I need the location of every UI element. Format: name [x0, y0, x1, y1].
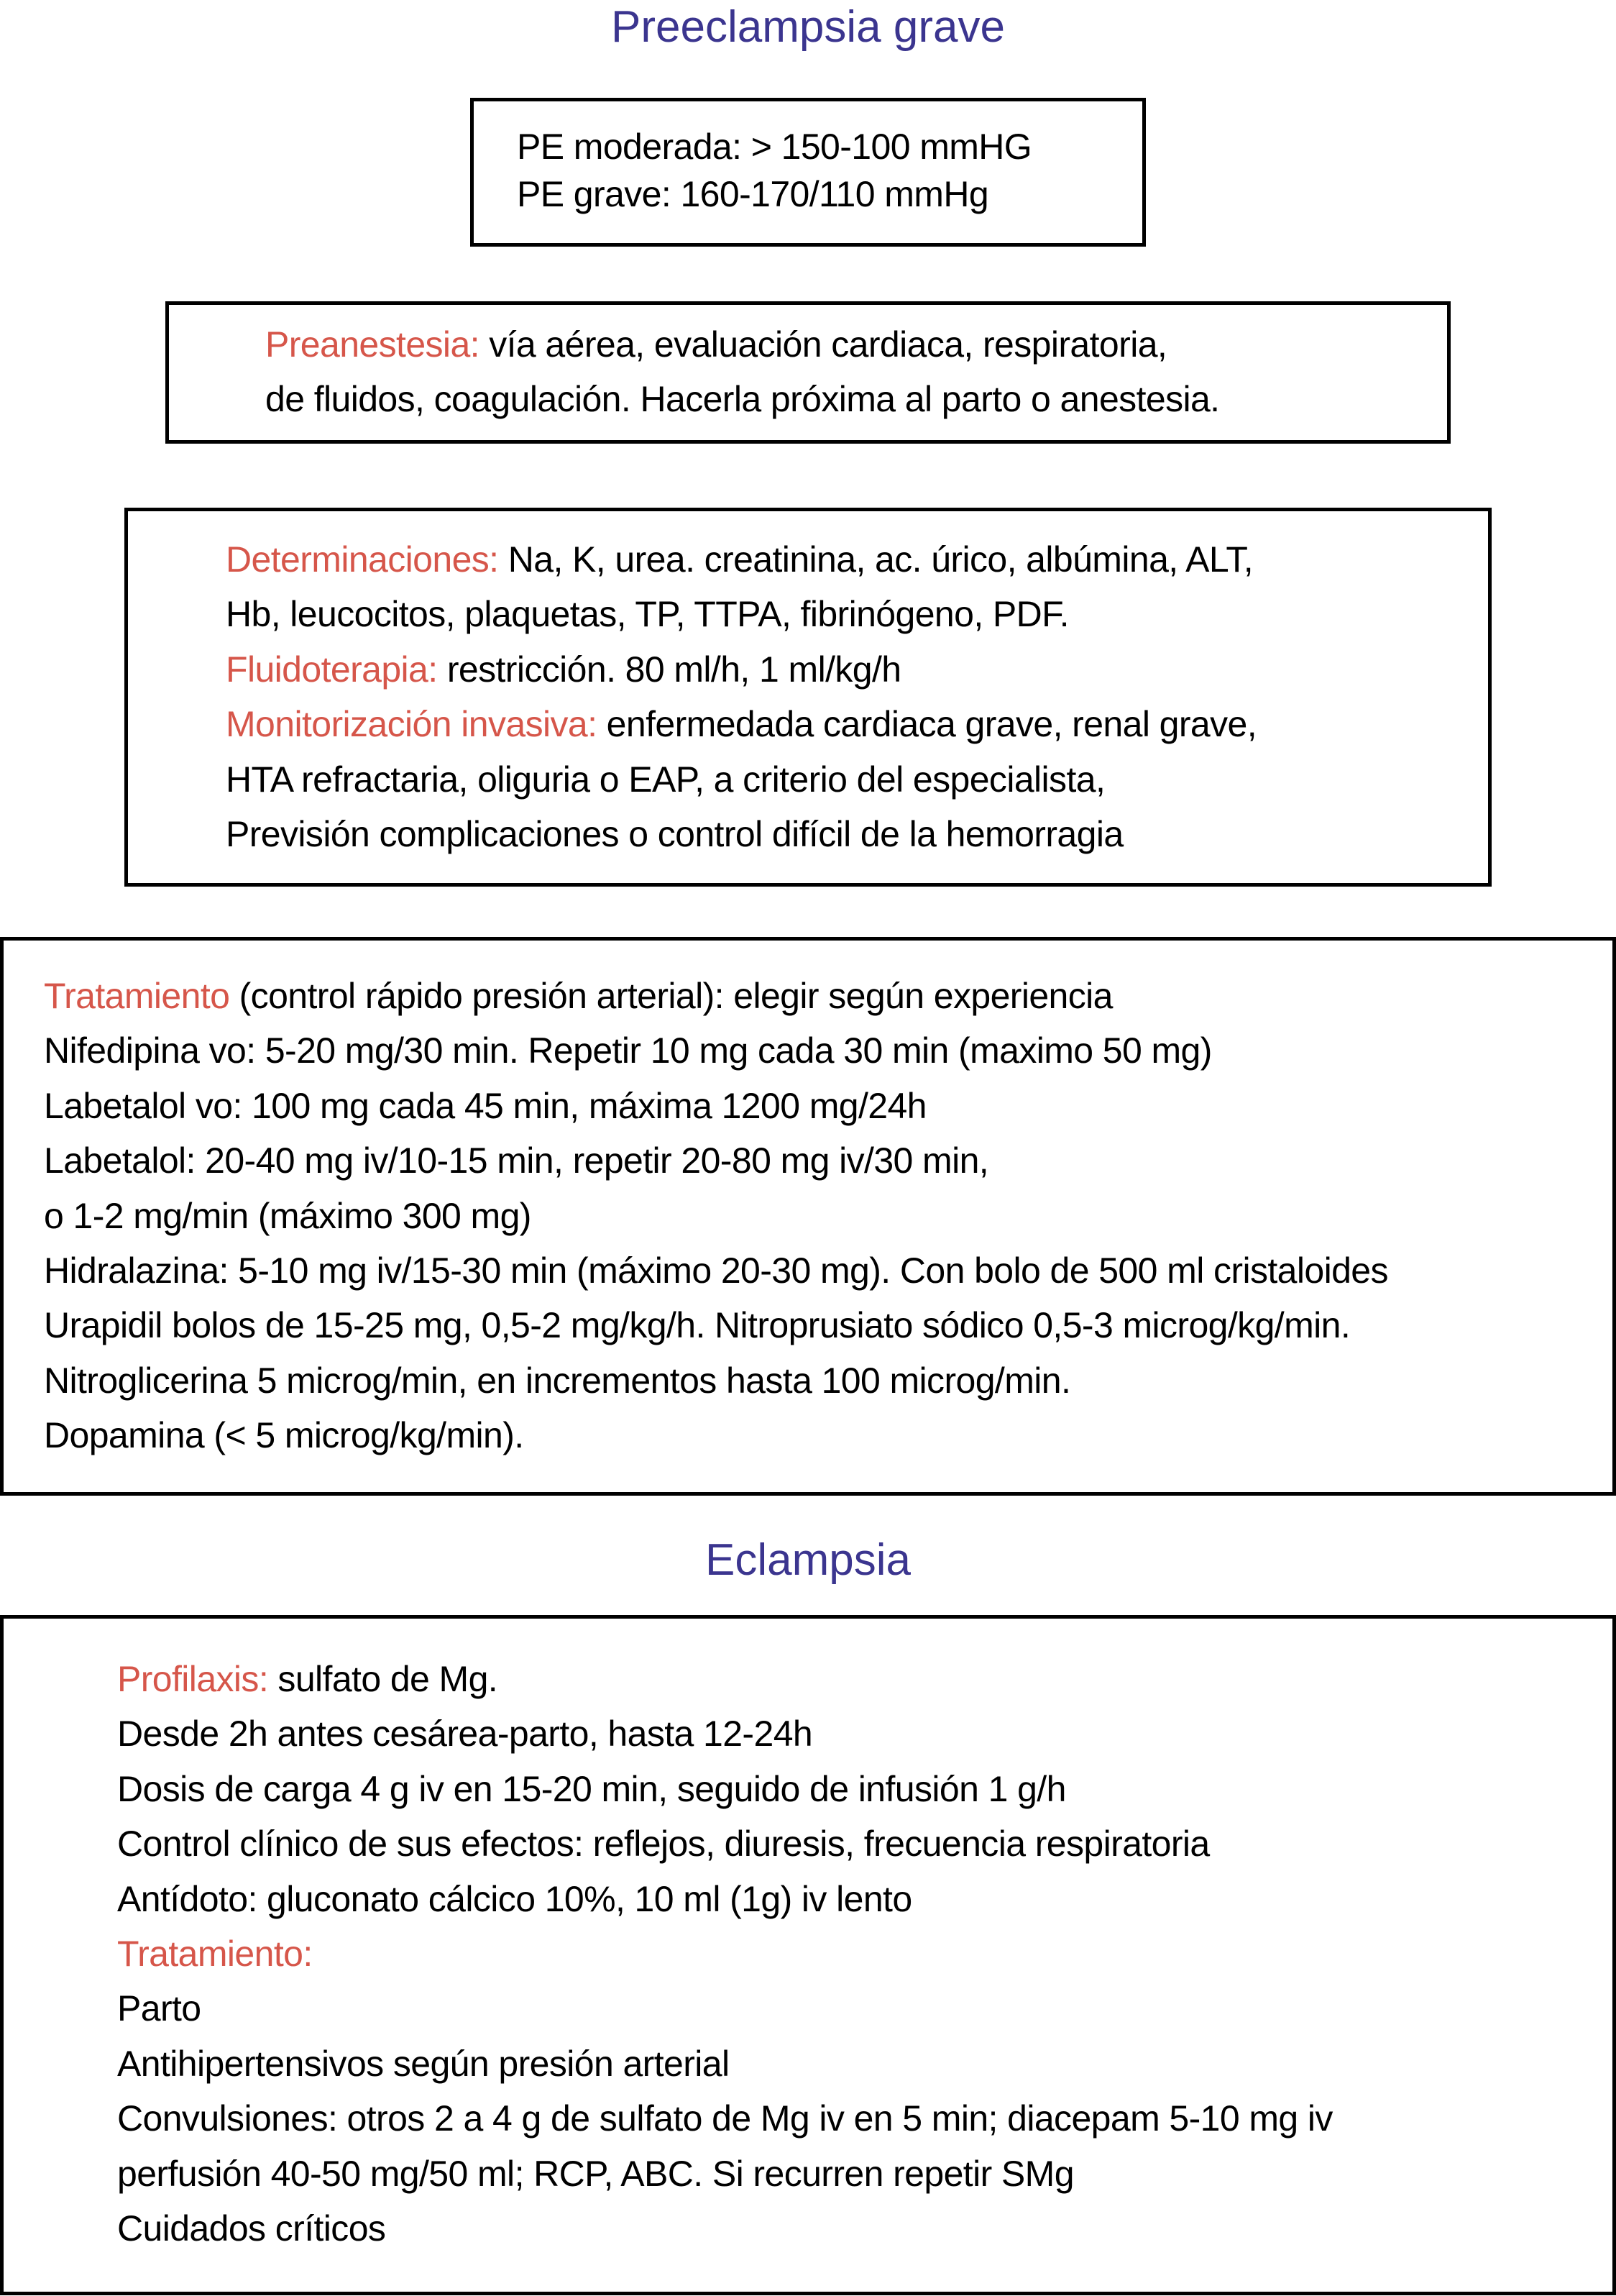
line-text: Hb, leucocitos, plaquetas, TP, TTPA, fibrinógeno, PDF. — [226, 594, 1069, 635]
text-line — [117, 2201, 1333, 2256]
text-line — [226, 587, 1257, 641]
text-line — [117, 1652, 1333, 1706]
text-line — [117, 1981, 1333, 2036]
text-line — [265, 372, 1219, 426]
text-line — [226, 642, 1257, 697]
text-line — [44, 1408, 1388, 1463]
box-tension-criteria-text — [517, 123, 1032, 218]
text-line — [226, 752, 1257, 807]
text-line — [117, 2146, 1333, 2201]
line-text: o 1-2 mg/min (máximo 300 mg) — [44, 1195, 531, 1236]
text-line — [117, 1926, 1333, 1981]
section-title-eclampsia: Eclampsia — [705, 1535, 911, 1585]
line-text: Hidralazina: 5-10 mg iv/15-30 min (máximo 20-30 mg). Con bolo de 500 ml cristaloides — [44, 1250, 1388, 1291]
section-label: Tratamiento — [44, 976, 230, 1016]
line-text: Na, K, urea. creatinina, ac. úrico, albúmina, ALT, — [498, 539, 1254, 580]
line-text: Antídoto: gluconato cálcico 10%, 10 ml (1g) iv lento — [117, 1878, 912, 1919]
text-line — [117, 2036, 1333, 2091]
text-line — [117, 1872, 1333, 1926]
line-text: Dopamina (< 5 microg/kg/min). — [44, 1415, 524, 1456]
section-label: Preanestesia: — [265, 324, 479, 365]
line-text: Control clínico de sus efectos: reflejos, diuresis, frecuencia respiratoria — [117, 1824, 1210, 1865]
box-eclampsia-text — [117, 1652, 1333, 2256]
line-text: perfusión 40-50 mg/50 ml; RCP, ABC. Si recurren repetir SMg — [117, 2153, 1074, 2194]
line-text: Previsión complicaciones o control difícil de la hemorragia — [226, 814, 1124, 855]
line-text: Antihipertensivos según presión arterial — [117, 2043, 730, 2084]
line-text: PE moderada: > 150-100 mmHG — [517, 127, 1032, 167]
text-line — [44, 1079, 1388, 1133]
text-line — [226, 807, 1257, 861]
line-text: Labetalol vo: 100 mg cada 45 min, máxima 1200 mg/24h — [44, 1085, 927, 1126]
line-text: Urapidil bolos de 15-25 mg, 0,5-2 mg/kg/h. Nitroprusiato sódico 0,5-3 microg/kg/min. — [44, 1305, 1351, 1346]
text-line — [265, 317, 1219, 372]
section-label: Tratamiento: — [117, 1934, 313, 1975]
text-line — [117, 1706, 1333, 1761]
line-text: Nitroglicerina 5 microg/min, en incrementos hasta 100 microg/min. — [44, 1360, 1071, 1401]
box-determinaciones-text — [226, 532, 1257, 861]
text-line — [117, 1816, 1333, 1871]
text-line — [44, 1298, 1388, 1353]
text-line — [117, 1762, 1333, 1816]
section-label: Fluidoterapia: — [226, 649, 438, 690]
text-line — [44, 1353, 1388, 1408]
box-tratamiento-text — [44, 969, 1388, 1463]
line-text: PE grave: 160-170/110 mmHg — [517, 174, 989, 214]
page-title: Preeclampsia grave — [611, 2, 1005, 52]
line-text: restricción. 80 ml/h, 1 ml/kg/h — [437, 649, 901, 690]
text-line — [44, 1133, 1388, 1188]
line-text: vía aérea, evaluación cardiaca, respiratoria, — [479, 324, 1167, 365]
line-text: Convulsiones: otros 2 a 4 g de sulfato de Mg iv en 5 min; diacepam 5-10 mg iv — [117, 2098, 1333, 2139]
line-text: Parto — [117, 1988, 201, 2029]
text-line — [226, 532, 1257, 587]
text-line — [517, 170, 1032, 218]
text-line — [226, 697, 1257, 751]
text-line — [117, 2091, 1333, 2146]
line-text: Dosis de carga 4 g iv en 15-20 min, seguido de infusión 1 g/h — [117, 1768, 1066, 1809]
box-preanestesia-text — [265, 317, 1219, 427]
line-text: Labetalol: 20-40 mg iv/10-15 min, repetir 20-80 mg iv/30 min, — [44, 1140, 989, 1181]
section-label: Monitorización invasiva: — [226, 704, 597, 745]
line-text: HTA refractaria, oliguria o EAP, a criterio del especialista, — [226, 759, 1106, 800]
section-label: Determinaciones: — [226, 539, 499, 580]
text-line — [44, 1243, 1388, 1298]
line-text: Cuidados críticos — [117, 2208, 386, 2249]
text-line — [44, 969, 1388, 1023]
line-text: de fluidos, coagulación. Hacerla próxima al parto o anestesia. — [265, 379, 1220, 420]
line-text: sulfato de Mg. — [268, 1659, 498, 1699]
text-line — [517, 123, 1032, 170]
section-label: Profilaxis: — [117, 1659, 269, 1699]
line-text: Nifedipina vo: 5-20 mg/30 min. Repetir 10 mg cada 30 min (maximo 50 mg) — [44, 1030, 1212, 1071]
line-text: (control rápido presión arterial): elegir según experiencia — [229, 976, 1113, 1016]
text-line — [44, 1189, 1388, 1243]
line-text: Desde 2h antes cesárea-parto, hasta 12-24h — [117, 1714, 813, 1755]
line-text: enfermedada cardiaca grave, renal grave, — [597, 704, 1257, 745]
text-line — [44, 1023, 1388, 1078]
